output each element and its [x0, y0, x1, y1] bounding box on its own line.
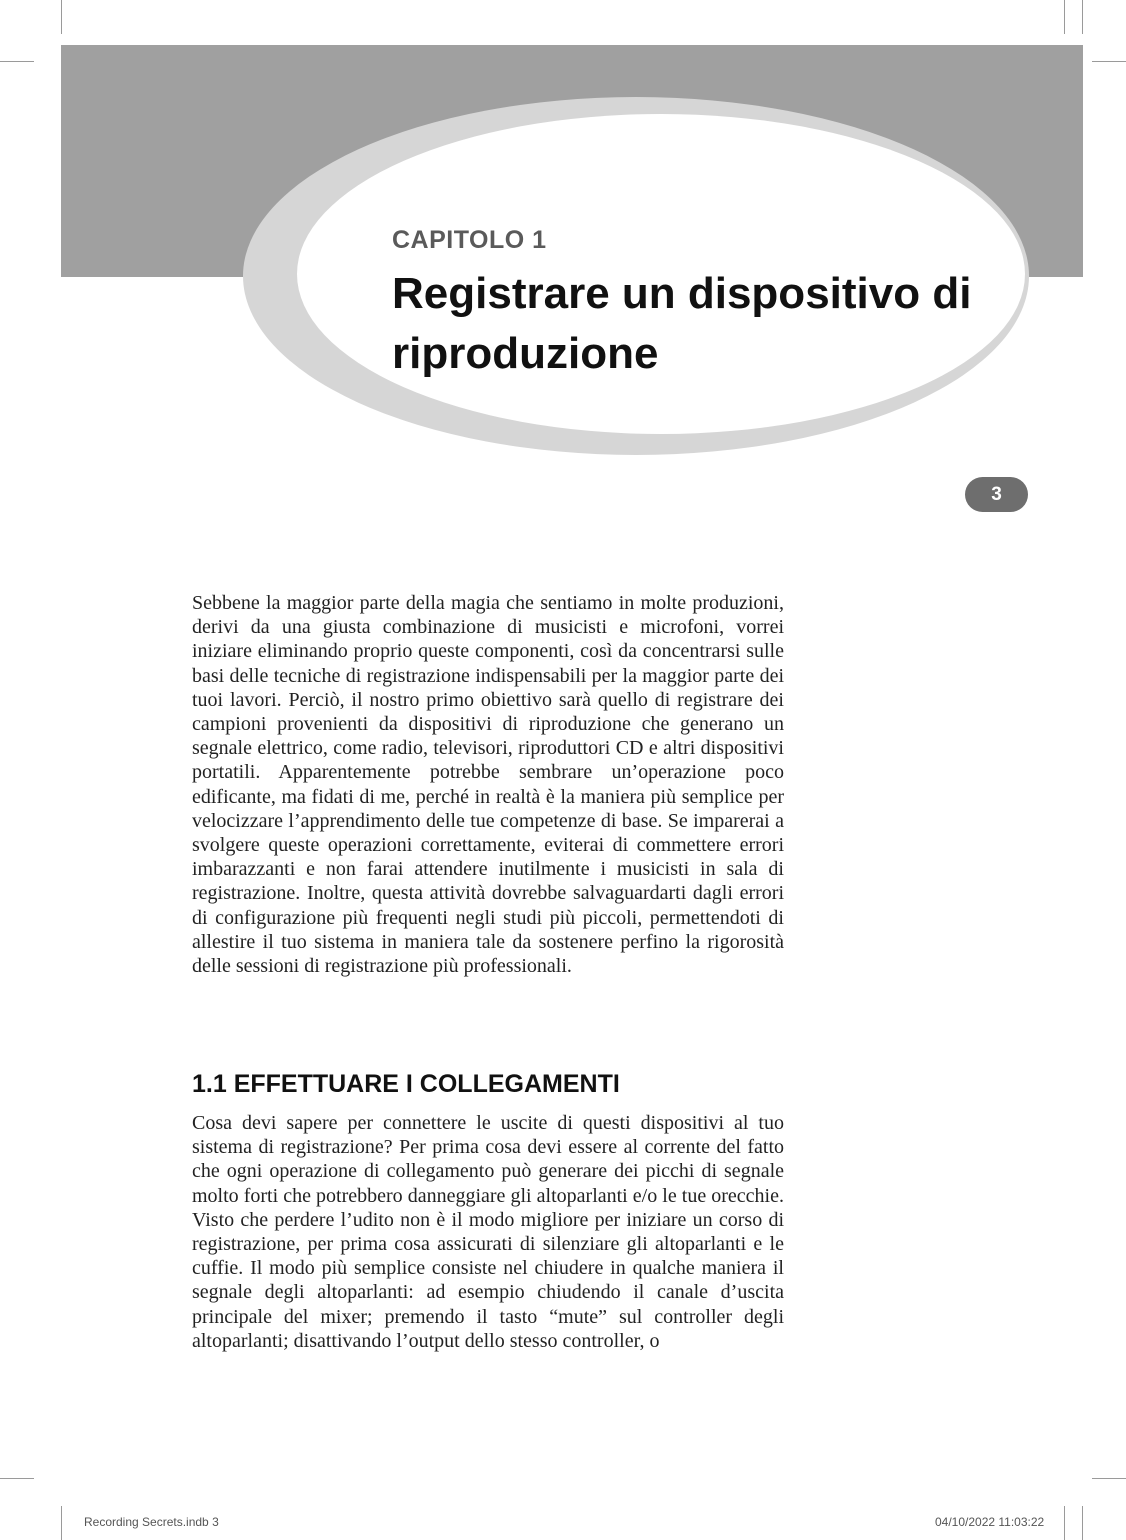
crop-mark	[1092, 61, 1126, 62]
crop-mark	[61, 0, 62, 34]
chapter-label: CAPITOLO 1	[392, 226, 547, 254]
section-heading: 1.1 EFFETTUARE I COLLEGAMENTI	[192, 1070, 620, 1098]
intro-paragraph: Sebbene la maggior parte della magia che sentiamo in molte produzioni, derivi da una giusta combinazione di musicisti e microfoni, vorrei iniziare eliminando proprio queste componenti, così da concentrarsi sulle basi delle tecniche di registrazione indispensabili per la maggior parte dei tuoi lavori. Perciò, il nostro primo obiettivo sarà quello di registrare dei campioni provenienti da dispositivi di riproduzione che generano un segnale elettrico, come radio, televisori, riproduttori CD e altri dispositivi portatili. Apparentemente potrebbe sembrare un’operazione poco edificante, ma fidati di me, perché in realtà è la maniera più semplice per velocizzare l’apprendimento delle tue competenze di base. Se imparerai a svolgere queste operazioni correttamente, eviterai di commettere errori imbarazzanti e non farai attendere inutilmente i musicisti in sala di registrazione. Inoltre, questa attività dovrebbe salvaguardarti dagli errori di configurazione più frequenti negli studi più piccoli, permettendoti di allestire il tuo sistema in maniera tale da sostenere perfino la rigorosità delle sessioni di registrazione più professionali.	[192, 592, 784, 978]
section-paragraph: Cosa devi sapere per connettere le uscite di questi dispositivi al tuo sistema di registrazione? Per prima cosa devi essere al corrente del fatto che ogni operazione di collegamento può generare dei picchi di segnale molto forti che potrebbero danneggiare gli altoparlanti e/o le tue orecchie. Visto che perdere l’udito non è il modo migliore per iniziare un corso di registrazione, per prima cosa assicurati di silenziare gli altoparlanti e le cuffie. Il modo più semplice consiste nel chiudere in qualche maniera il segnale degli altoparlanti: ad esempio chiudendo il canale d’uscita principale del mixer; premendo il tasto “mute” sul controller degli altoparlanti; disattivando l’output dello stesso controller, o	[192, 1112, 784, 1352]
crop-mark	[0, 1478, 34, 1479]
crop-mark	[1082, 0, 1083, 34]
chapter-title: Registrare un dispositivo di riproduzione	[392, 269, 972, 378]
footer-file-label: Recording Secrets.indb 3	[84, 1515, 219, 1529]
crop-mark	[1064, 1506, 1065, 1540]
crop-mark	[1092, 1478, 1126, 1479]
crop-mark	[0, 61, 34, 62]
footer-timestamp: 04/10/2022 11:03:22	[935, 1515, 1045, 1529]
crop-mark	[1082, 1506, 1083, 1540]
page-number-badge: 3	[965, 477, 1028, 512]
crop-mark	[61, 1506, 62, 1540]
crop-mark	[1064, 0, 1065, 34]
